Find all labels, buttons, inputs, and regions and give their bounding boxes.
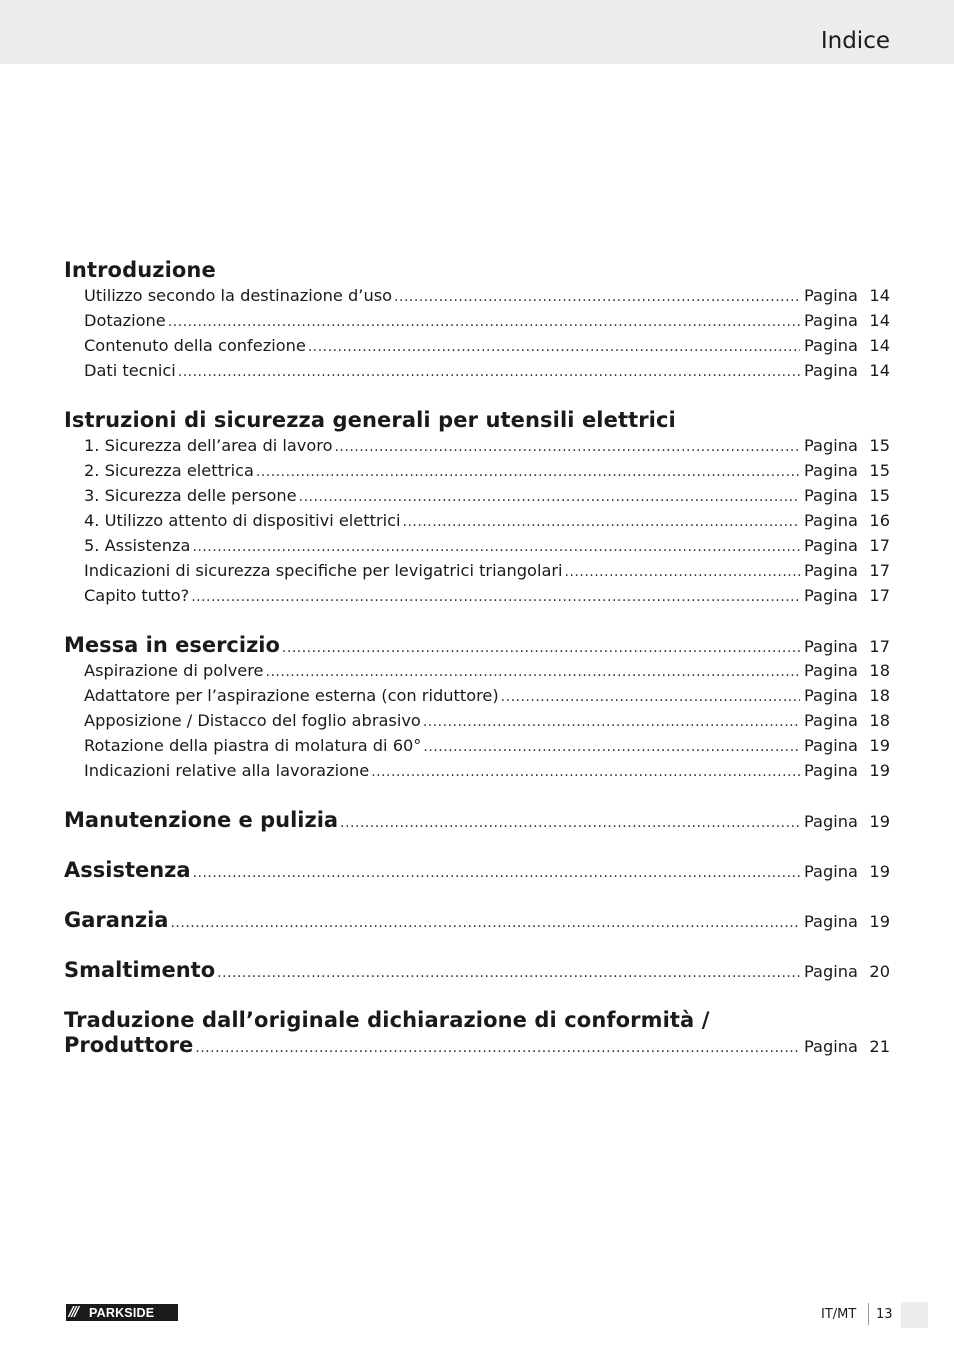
dot-leader bbox=[308, 335, 800, 360]
dot-leader bbox=[217, 961, 800, 986]
page-number: 17 bbox=[869, 586, 890, 605]
spacer bbox=[64, 933, 890, 958]
page-word: Pagina bbox=[804, 812, 858, 831]
toc-entry[interactable] bbox=[64, 308, 890, 333]
language-code: IT/MT bbox=[821, 1307, 857, 1322]
toc-entry[interactable] bbox=[64, 708, 890, 733]
page-word: Pagina bbox=[804, 586, 858, 605]
spacer bbox=[64, 883, 890, 908]
toc-entry[interactable] bbox=[64, 658, 890, 683]
page-number: 14 bbox=[869, 311, 890, 330]
logo-text: PARKSIDE bbox=[89, 1305, 155, 1320]
brand-logo bbox=[66, 1304, 178, 1321]
dot-leader bbox=[403, 510, 800, 535]
page-word: Pagina bbox=[804, 286, 858, 305]
table-of-contents bbox=[64, 258, 890, 1058]
toc-entry[interactable] bbox=[64, 433, 890, 458]
toc-entry[interactable] bbox=[64, 458, 890, 483]
toc-heading-entry[interactable] bbox=[64, 858, 890, 883]
toc-entry-label: Rotazione della piastra di molatura di 60° bbox=[84, 736, 422, 755]
page-number: 21 bbox=[869, 1037, 890, 1056]
toc-entry-label: Indicazioni di sicurezza specifiche per levigatrici triangolari bbox=[84, 561, 563, 580]
dot-leader bbox=[340, 811, 800, 836]
page-number: 17 bbox=[869, 637, 890, 656]
toc-entry[interactable] bbox=[64, 483, 890, 508]
dot-leader bbox=[501, 685, 800, 710]
page-number: 19 bbox=[869, 912, 890, 931]
toc-entry[interactable] bbox=[64, 283, 890, 308]
toc-entry[interactable] bbox=[64, 758, 890, 783]
dot-leader bbox=[423, 710, 800, 735]
logo-slashes-icon: /// bbox=[69, 1305, 78, 1320]
section-title: Garanzia bbox=[64, 908, 169, 932]
toc-entry-label: Utilizzo secondo la destinazione d’uso bbox=[84, 286, 393, 305]
toc-heading-entry[interactable] bbox=[64, 908, 890, 933]
toc-entry-label: Dati tecnici bbox=[84, 361, 176, 380]
page-word: Pagina bbox=[804, 311, 858, 330]
dot-leader bbox=[299, 485, 800, 510]
dot-leader bbox=[282, 636, 800, 661]
page-number: 15 bbox=[869, 436, 890, 455]
footer-tab-marker bbox=[901, 1302, 928, 1328]
toc-heading-entry[interactable] bbox=[64, 1033, 890, 1058]
section-title: Manutenzione e pulizia bbox=[64, 808, 339, 832]
toc-entry-label: Dotazione bbox=[84, 311, 166, 330]
dot-leader bbox=[256, 460, 800, 485]
page-word: Pagina bbox=[804, 361, 858, 380]
footer-divider bbox=[868, 1303, 869, 1325]
section-title: Messa in esercizio bbox=[64, 633, 280, 657]
page-word: Pagina bbox=[804, 511, 858, 530]
page-number: 17 bbox=[869, 561, 890, 580]
dot-leader bbox=[565, 560, 800, 585]
page-number: 15 bbox=[869, 461, 890, 480]
page-word: Pagina bbox=[804, 536, 858, 555]
page-number-footer: 13 bbox=[876, 1307, 893, 1322]
toc-entry[interactable] bbox=[64, 333, 890, 358]
dot-leader bbox=[266, 660, 800, 685]
page-word: Pagina bbox=[804, 862, 858, 881]
page-number: 19 bbox=[869, 736, 890, 755]
page-word: Pagina bbox=[804, 711, 858, 730]
spacer bbox=[64, 833, 890, 858]
section-title: Introduzione bbox=[64, 258, 216, 282]
toc-entry-label: 3. Sicurezza delle persone bbox=[84, 486, 297, 505]
toc-section-istruzioni-sicurezza bbox=[64, 408, 890, 608]
toc-entry-label: Indicazioni relative alla lavorazione bbox=[84, 761, 370, 780]
toc-entry-label: 5. Assistenza bbox=[84, 536, 191, 555]
page-word: Pagina bbox=[804, 436, 858, 455]
page-number: 18 bbox=[869, 711, 890, 730]
dot-leader bbox=[192, 535, 800, 560]
toc-entry[interactable] bbox=[64, 683, 890, 708]
dot-leader bbox=[195, 1036, 800, 1061]
page-word: Pagina bbox=[804, 761, 858, 780]
dot-leader bbox=[178, 360, 800, 385]
page-number: 14 bbox=[869, 286, 890, 305]
page-word: Pagina bbox=[804, 962, 858, 981]
spacer bbox=[64, 983, 890, 1008]
page-number: 16 bbox=[869, 511, 890, 530]
spacer bbox=[64, 383, 890, 408]
page-number: 20 bbox=[869, 962, 890, 981]
page-number: 17 bbox=[869, 536, 890, 555]
section-title: Produttore bbox=[64, 1033, 194, 1057]
page-number: 14 bbox=[869, 361, 890, 380]
page-number: 14 bbox=[869, 336, 890, 355]
dot-leader bbox=[371, 760, 800, 785]
page-number: 19 bbox=[869, 812, 890, 831]
section-title-line: Traduzione dall’originale dichiarazione di conformità / bbox=[64, 1008, 710, 1032]
toc-entry[interactable] bbox=[64, 583, 890, 608]
toc-entry-label: Apposizione / Distacco del foglio abrasivo bbox=[84, 711, 421, 730]
page-word: Pagina bbox=[804, 461, 858, 480]
toc-entry-label: 4. Utilizzo attento di dispositivi elettrici bbox=[84, 511, 401, 530]
page-word: Pagina bbox=[804, 1037, 858, 1056]
toc-entry[interactable] bbox=[64, 533, 890, 558]
section-title: Assistenza bbox=[64, 858, 191, 882]
page-number: 19 bbox=[869, 761, 890, 780]
dot-leader bbox=[193, 861, 800, 886]
page-title: Indice bbox=[820, 28, 890, 54]
toc-heading-entry[interactable] bbox=[64, 808, 890, 833]
dot-leader bbox=[168, 310, 800, 335]
page-word: Pagina bbox=[804, 486, 858, 505]
spacer bbox=[64, 783, 890, 808]
toc-section-introduzione bbox=[64, 258, 890, 383]
toc-entry-label: 2. Sicurezza elettrica bbox=[84, 461, 254, 480]
page-number: 18 bbox=[869, 661, 890, 680]
section-title: Smaltimento bbox=[64, 958, 216, 982]
toc-entry-label: Adattatore per l’aspirazione esterna (con riduttore) bbox=[84, 686, 499, 705]
toc-entry-label: Capito tutto? bbox=[84, 586, 190, 605]
dot-leader bbox=[191, 585, 800, 610]
toc-heading-entry[interactable] bbox=[64, 958, 890, 983]
page-word: Pagina bbox=[804, 637, 858, 656]
page-number: 15 bbox=[869, 486, 890, 505]
toc-entry[interactable] bbox=[64, 358, 890, 383]
header-bar bbox=[0, 0, 954, 64]
page-word: Pagina bbox=[804, 912, 858, 931]
page-number: 19 bbox=[869, 862, 890, 881]
page-number: 18 bbox=[869, 686, 890, 705]
page-word: Pagina bbox=[804, 336, 858, 355]
section-title: Istruzioni di sicurezza generali per utensili elettrici bbox=[64, 408, 676, 432]
toc-entry-label: Contenuto della confezione bbox=[84, 336, 306, 355]
toc-entry-label: 1. Sicurezza dell’area di lavoro bbox=[84, 436, 333, 455]
dot-leader bbox=[394, 285, 800, 310]
spacer bbox=[64, 608, 890, 633]
toc-heading-entry[interactable] bbox=[64, 633, 890, 658]
page-word: Pagina bbox=[804, 561, 858, 580]
toc-entry-label: Aspirazione di polvere bbox=[84, 661, 264, 680]
toc-entry[interactable] bbox=[64, 508, 890, 533]
page-word: Pagina bbox=[804, 736, 858, 755]
toc-entry[interactable] bbox=[64, 733, 890, 758]
toc-section-messa-in-esercizio bbox=[64, 633, 890, 783]
dot-leader bbox=[423, 735, 800, 760]
dot-leader bbox=[170, 911, 800, 936]
page-word: Pagina bbox=[804, 686, 858, 705]
toc-entry[interactable] bbox=[64, 558, 890, 583]
dot-leader bbox=[334, 435, 800, 460]
page-word: Pagina bbox=[804, 661, 858, 680]
